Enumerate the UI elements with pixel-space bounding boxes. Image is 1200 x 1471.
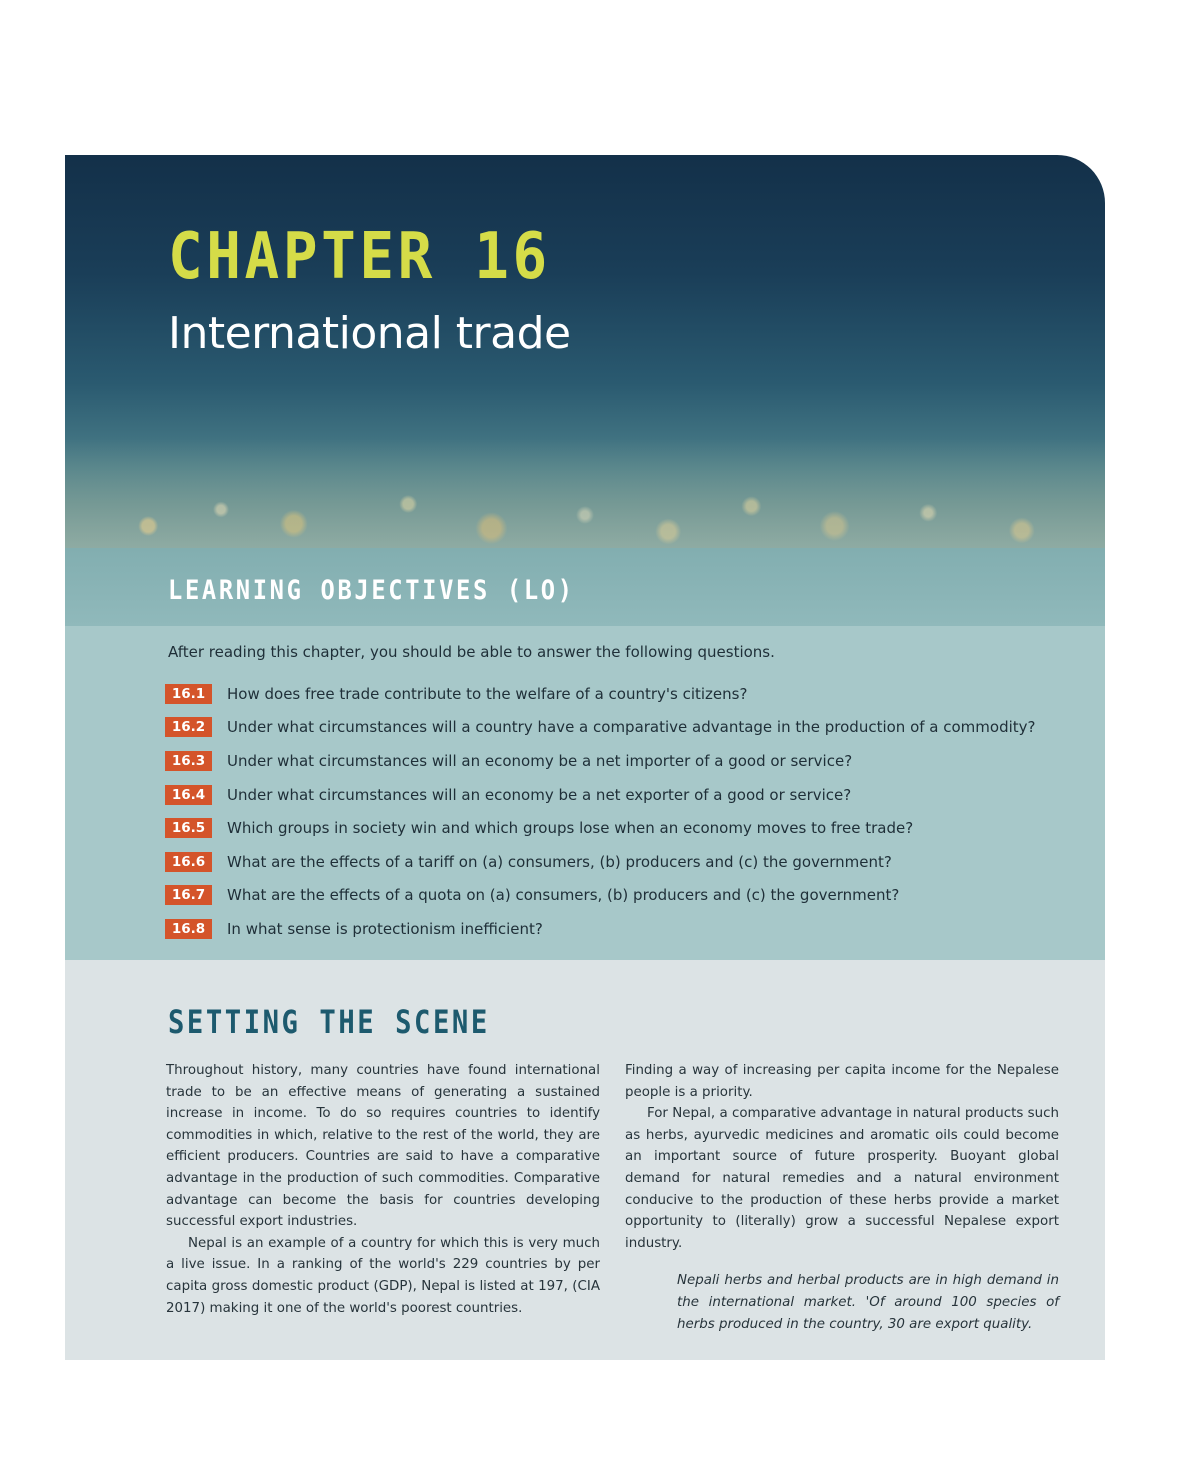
scene-paragraph: Finding a way of increasing per capita income for the Nepalese people is a priority.	[625, 1063, 1059, 1100]
scene-paragraph: For Nepal, a comparative advantage in natural products such as herbs, ayurvedic medicines and aromatic oils could become an important source of future prosperity. Buoyant global demand for natural remedies and a natural environment conducive to the production of these herbs provide a market opportunity to (literally) grow a successful Nepalese export industry.	[625, 1106, 1059, 1251]
lo-number-badge: 16.7	[165, 885, 212, 905]
lo-text: What are the effects of a quota on (a) consumers, (b) producers and (c) the government?	[227, 886, 900, 905]
lo-number-badge: 16.3	[165, 751, 212, 771]
chapter-number: CHAPTER 16	[168, 220, 551, 294]
lo-number-badge: 16.8	[165, 919, 212, 939]
lo-item	[165, 711, 1036, 745]
scene-paragraph: Throughout history, many countries have found international trade to be an effective means of generating a sustained increase in income. To do so requires countries to identify commodities in which, relative to the rest of the world, they are efficient producers. Countries are said to have a comparative advantage in the production of such commodities. Comparative advantage can become the basis for countries developing successful export industries.	[166, 1063, 600, 1230]
lo-number-badge: 16.1	[165, 684, 212, 704]
lo-text: What are the effects of a tariff on (a) consumers, (b) producers and (c) the government?	[227, 852, 892, 871]
learning-objectives-list	[165, 677, 1036, 946]
lo-item	[165, 845, 1036, 879]
lo-item	[165, 677, 1036, 711]
learning-objectives-intro: After reading this chapter, you should be able to answer the following questions.	[168, 643, 775, 661]
lo-text: Under what circumstances will an economy be a net importer of a good or service?	[227, 751, 853, 770]
lo-text: In what sense is protectionism inefficient?	[227, 919, 543, 938]
scene-paragraph: Nepal is an example of a country for which this is very much a live issue. In a ranking of the world's 229 countries by per capita gross domestic product (GDP), Nepal is listed at 197, (CIA 2017) making it one of the world's poorest countries.	[166, 1235, 600, 1316]
lo-text: How does free trade contribute to the welfare of a country's citizens?	[227, 684, 748, 703]
lo-number-badge: 16.4	[165, 785, 212, 805]
chapter-title: International trade	[168, 308, 571, 359]
lo-number-badge: 16.6	[165, 852, 212, 872]
learning-objectives-heading: LEARNING OBJECTIVES (LO)	[168, 575, 575, 606]
scene-left-column	[166, 1060, 600, 1319]
lo-number-badge: 16.2	[165, 717, 212, 737]
lo-item	[165, 811, 1036, 845]
scene-right-column	[625, 1060, 1059, 1335]
lo-item	[165, 744, 1036, 778]
lo-item	[165, 778, 1036, 812]
lo-item	[165, 879, 1036, 913]
lo-number-badge: 16.5	[165, 818, 212, 838]
lo-text: Under what circumstances will a country have a comparative advantage in the production of a commodity?	[227, 718, 1036, 737]
lo-item	[165, 912, 1036, 946]
scene-quote: Nepali herbs and herbal products are in high demand in the international market. 'Of around 100 species of herbs produced in the country, 30 are export quality.	[677, 1273, 1059, 1332]
setting-the-scene-heading: SETTING THE SCENE	[168, 1003, 490, 1041]
lo-text: Under what circumstances will an economy be a net exporter of a good or service?	[227, 785, 852, 804]
lo-text: Which groups in society win and which groups lose when an economy moves to free trade?	[227, 819, 914, 838]
city-lights-image	[65, 438, 1105, 548]
